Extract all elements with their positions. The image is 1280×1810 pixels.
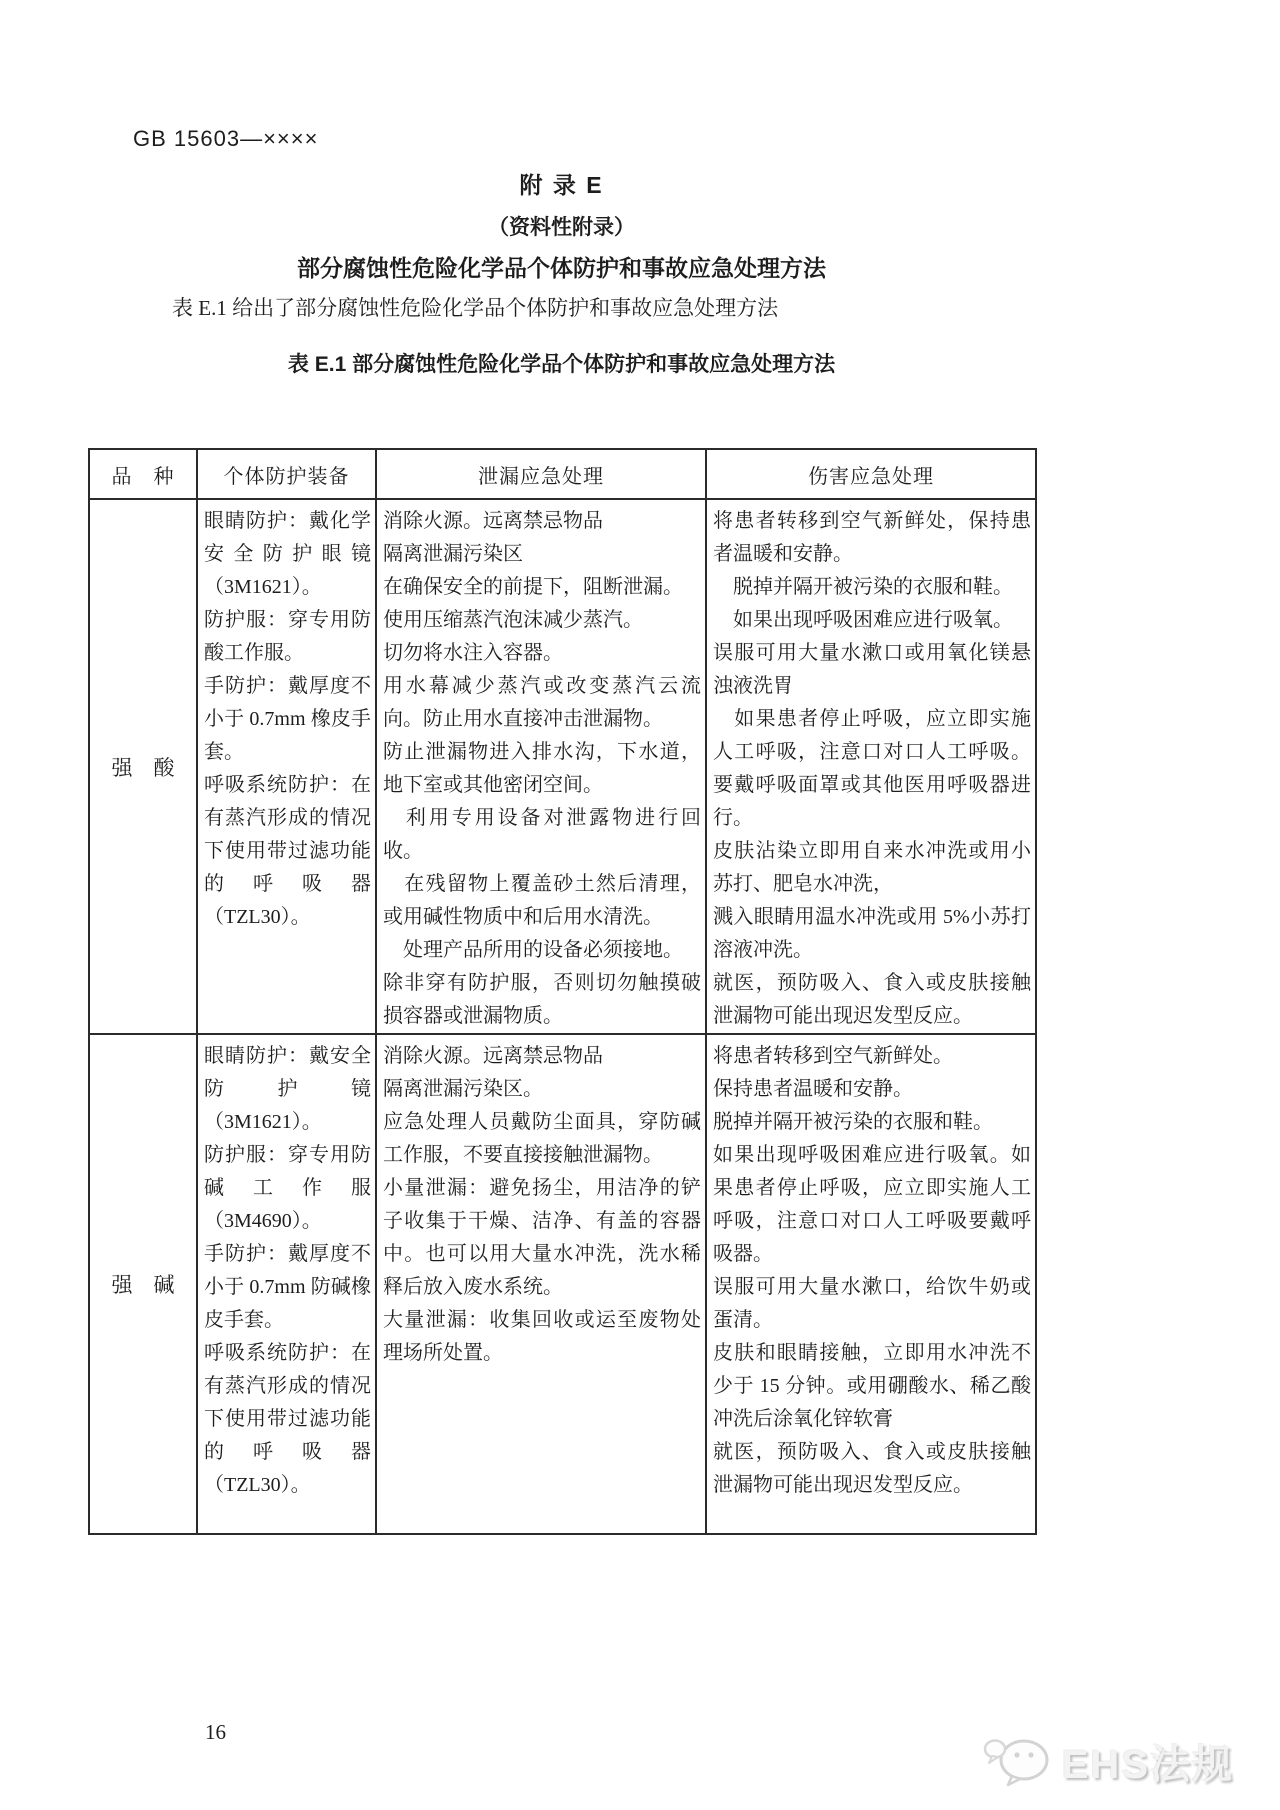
cell-paragraph: 切勿将水注入容器。 [383,642,563,664]
cell-paragraph: 使用压缩蒸汽泡沫减少蒸汽。 [383,609,643,631]
table-row-strong-acid [89,499,1036,1034]
table-e1 [88,448,1037,1535]
chat-bubbles-icon [982,1735,1054,1789]
cell-paragraph: 眼睛防护：戴安全防护镜（3M1621）。 [204,1045,371,1133]
cell-paragraph: 呼吸系统防护：在有蒸汽形成的情况下使用带过滤功能的呼吸器（TZL30）。 [204,1342,371,1496]
cell-paragraph: 除非穿有防护服，否则切勿触摸破损容器或泄漏物质。 [383,972,701,1027]
leak-response-cell [376,1034,706,1534]
cell-paragraph: 误服可用大量水漱口或用氧化镁悬浊液洗胃 [713,642,1031,697]
table-caption: 表 E.1 部分腐蚀性危险化学品个体防护和事故应急处理方法 [287,353,836,376]
cell-paragraph: 如果出现呼吸困难应进行吸氧。 [713,609,1013,631]
cell-paragraph: 防护服：穿专用防酸工作服。 [204,609,371,664]
cell-paragraph: 手防护：戴厚度不小于 0.7mm 防碱橡皮手套。 [204,1243,371,1331]
cell-paragraph: 呼吸系统防护：在有蒸汽形成的情况下使用带过滤功能的呼吸器（TZL30）。 [204,774,371,928]
cell-paragraph: 脱掉并隔开被污染的衣服和鞋。 [713,576,1013,598]
cell-paragraph: 在残留物上覆盖砂土然后清理，或用碱性物质中和后用水清洗。 [383,873,701,928]
cell-paragraph: 防护服：穿专用防碱工作服（3M4690）。 [204,1144,371,1232]
category-cell: 强 酸 [89,499,197,1034]
injury-response-cell [706,499,1036,1034]
intro-paragraph: 表 E.1 给出了部分腐蚀性危险化学品个体防护和事故应急处理方法 [172,296,779,320]
header-protection: 个体防护装备 [197,449,376,499]
table-row-strong-alkali [89,1034,1036,1534]
leak-response-cell [376,499,706,1034]
category-cell: 强 碱 [89,1034,197,1534]
protection-cell [197,1034,376,1534]
appendix-title: 附 录 E [519,172,604,198]
cell-paragraph: 溅入眼睛用温水冲洗或用 5%小苏打溶液冲洗。 [713,906,1031,961]
cell-paragraph: 就医，预防吸入、食入或皮肤接触泄漏物可能出现迟发型反应。 [713,972,1031,1027]
cell-paragraph: 应急处理人员戴防尘面具，穿防碱工作服，不要直接接触泄漏物。 [383,1111,701,1166]
cell-paragraph: 大量泄漏：收集回收或运至废物处理场所处置。 [383,1309,701,1364]
cell-paragraph: 将患者转移到空气新鲜处。 [713,1045,953,1067]
cell-paragraph: 皮肤沾染立即用自来水冲洗或用小苏打、肥皂水冲洗， [713,840,1031,895]
cell-paragraph: 就医，预防吸入、食入或皮肤接触泄漏物可能出现迟发型反应。 [713,1441,1031,1496]
header-category: 品 种 [89,449,197,499]
cell-paragraph: 如果患者停止呼吸，应立即实施人工呼吸，注意口对口人工呼吸。要戴呼吸面罩或其他医用呼吸器进行。 [713,708,1031,829]
cell-paragraph: 处理产品所用的设备必须接地。 [383,939,683,961]
cell-paragraph: 手防护：戴厚度不小于 0.7mm 橡皮手套。 [204,675,371,763]
cell-paragraph: 将患者转移到空气新鲜处，保持患者温暖和安静。 [713,510,1031,565]
cell-paragraph: 防止泄漏物进入排水沟，下水道，地下室或其他密闭空间。 [383,741,701,796]
cell-paragraph: 消除火源。远离禁忌物品 [383,1045,603,1067]
header-leak-response: 泄漏应急处理 [376,449,706,499]
cell-paragraph: 眼睛防护：戴化学安全防护眼镜（3M1621）。 [204,510,371,598]
header-injury-response: 伤害应急处理 [706,449,1036,499]
cell-paragraph: 利用专用设备对泄露物进行回收。 [383,807,701,862]
cell-paragraph: 消除火源。远离禁忌物品 [383,510,603,532]
appendix-heading: 部分腐蚀性危险化学品个体防护和事故应急处理方法 [297,255,826,281]
table-header-row [89,449,1036,499]
injury-response-cell [706,1034,1036,1534]
doc-code: GB 15603—×××× [133,126,319,151]
watermark-label: EHS法规 [1061,1743,1234,1787]
cell-paragraph: 隔离泄漏污染区。 [383,1078,543,1100]
cell-paragraph: 如果出现呼吸困难应进行吸氧。如果患者停止呼吸，应立即实施人工呼吸，注意口对口人工呼吸要戴呼吸器。 [713,1144,1031,1265]
cell-paragraph: 误服可用大量水漱口，给饮牛奶或蛋清。 [713,1276,1031,1331]
cell-paragraph: 在确保安全的前提下，阻断泄漏。 [383,576,683,598]
page-number: 16 [205,1720,226,1744]
cell-paragraph: 小量泄漏：避免扬尘，用洁净的铲子收集于干燥、洁净、有盖的容器中。也可以用大量水冲洗，洗水稀释后放入废水系统。 [383,1177,701,1298]
protection-cell [197,499,376,1034]
cell-paragraph: 用水幕减少蒸汽或改变蒸汽云流向。防止用水直接冲击泄漏物。 [383,675,701,730]
cell-paragraph: 保持患者温暖和安静。 [713,1078,913,1100]
watermark [982,1733,1234,1790]
cell-paragraph: 脱掉并隔开被污染的衣服和鞋。 [713,1111,993,1133]
cell-paragraph: 隔离泄漏污染区 [383,543,523,565]
cell-paragraph: 皮肤和眼睛接触，立即用水冲洗不少于 15 分钟。或用硼酸水、稀乙酸冲洗后涂氧化锌软膏 [713,1342,1031,1430]
appendix-subtitle: （资料性附录） [488,216,635,239]
